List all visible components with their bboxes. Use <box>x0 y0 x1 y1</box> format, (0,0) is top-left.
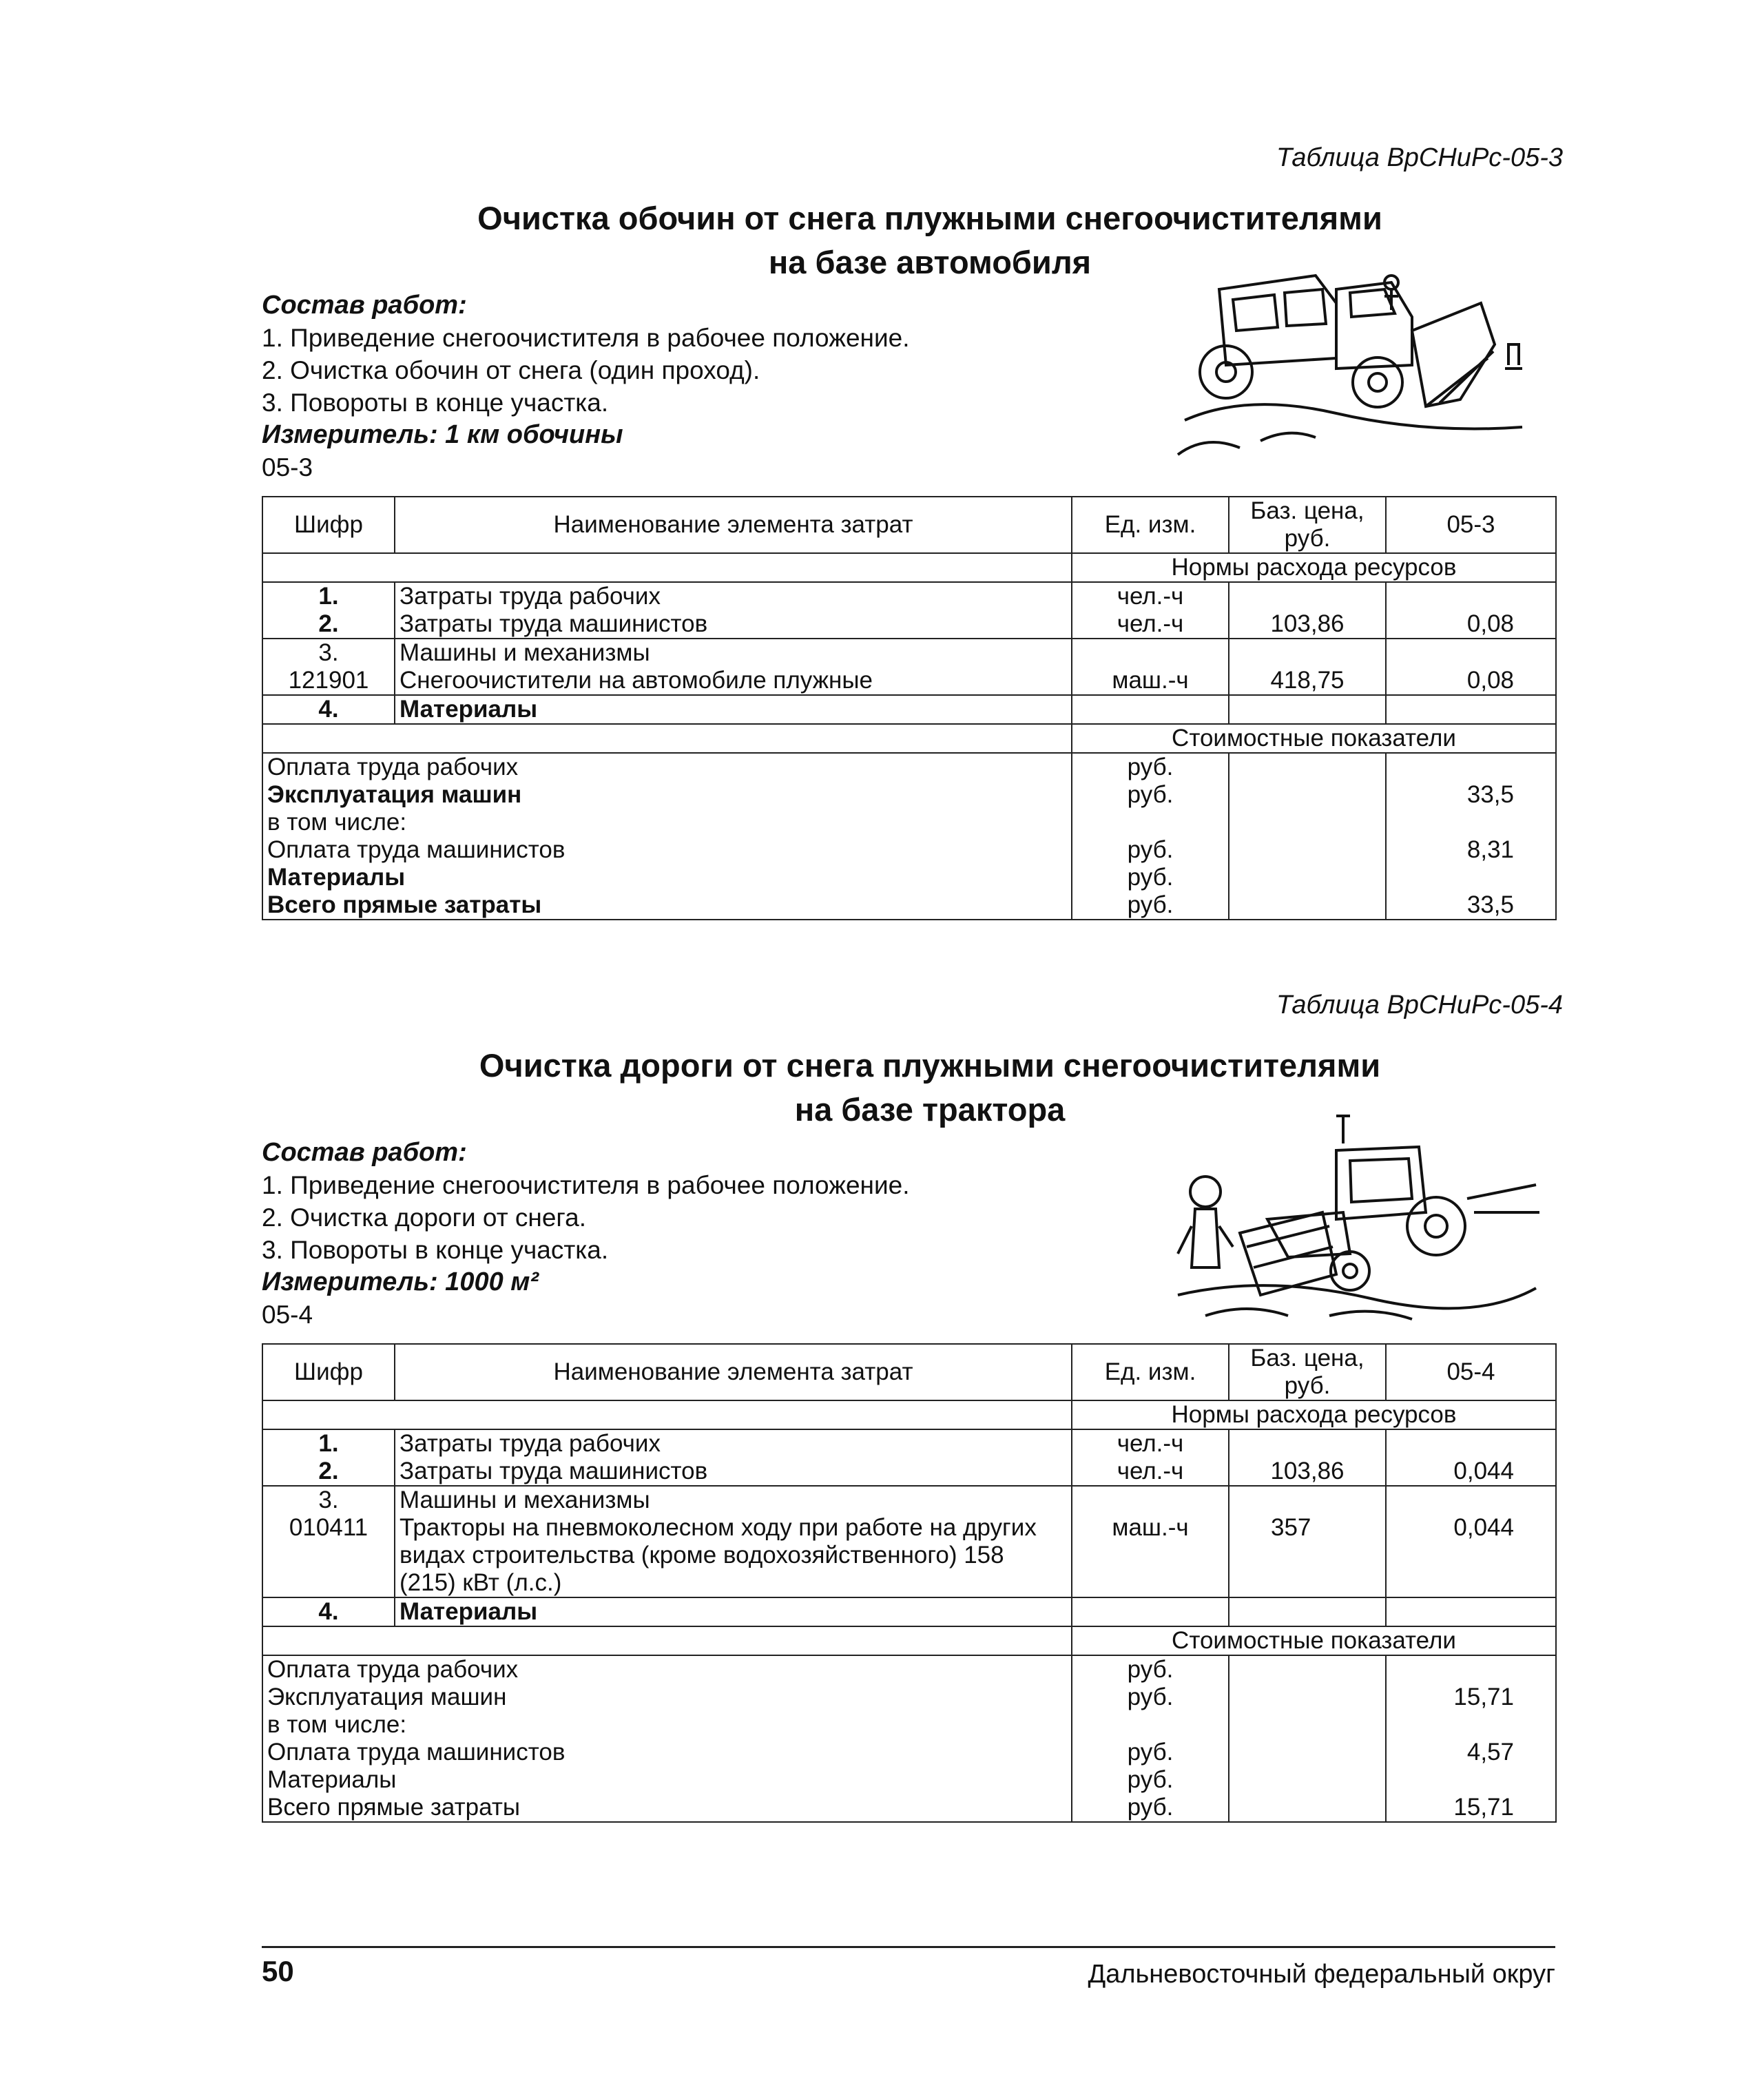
cost-value: 33,5 <box>1386 781 1556 809</box>
row-price <box>1229 1597 1386 1626</box>
table-row <box>262 1486 1556 1597</box>
composition-item-2: 2. Очистка обочин от снега (один проход). <box>262 356 760 384</box>
cost-value <box>1386 809 1556 836</box>
cost-header-row <box>262 724 1556 753</box>
row-unit <box>1072 695 1229 724</box>
cost-name: Всего прямые затраты <box>262 1794 1072 1822</box>
cost-row <box>262 753 1556 781</box>
row-price: 418,75 <box>1229 639 1386 695</box>
cost-unit <box>1072 809 1229 836</box>
cost-unit: руб. <box>1072 1739 1229 1766</box>
header-unit: Ед. изм. <box>1072 1344 1229 1400</box>
norms-header-row <box>262 1400 1556 1429</box>
row-num: 4. <box>262 695 395 724</box>
row-value: 0,08 <box>1386 610 1556 639</box>
cost-unit: руб. <box>1072 1684 1229 1711</box>
cost-value: 15,71 <box>1386 1794 1556 1822</box>
composition-item-1: 1. Приведение снегоочистителя в рабочее положение. <box>262 324 910 352</box>
snowplow-truck-illustration <box>1164 262 1550 482</box>
row-value: 0,08 <box>1386 639 1556 695</box>
table-row <box>262 695 1556 724</box>
cost-row <box>262 1739 1556 1766</box>
composition-item-2: 2. Очистка дороги от снега. <box>262 1203 586 1232</box>
composition-item-3: 3. Повороты в конце участка. <box>262 389 609 417</box>
header-price: Баз. цена, руб. <box>1229 1344 1386 1400</box>
row-unit: чел.-ч <box>1072 1458 1229 1486</box>
table-header-row <box>262 1344 1556 1400</box>
row-value <box>1386 1429 1556 1458</box>
cost-value: 15,71 <box>1386 1684 1556 1711</box>
row-price <box>1229 695 1386 724</box>
table-row <box>262 582 1556 610</box>
row-name: Материалы <box>395 695 1072 724</box>
row-num: 2. <box>262 610 395 639</box>
composition-item-1: 1. Приведение снегоочистителя в рабочее положение. <box>262 1171 910 1199</box>
composition-header: Состав работ: <box>262 291 467 320</box>
norms-header: Нормы расхода ресурсов <box>1072 553 1556 582</box>
cost-unit: руб. <box>1072 753 1229 781</box>
row-price <box>1229 582 1386 610</box>
header-price: Баз. цена, руб. <box>1229 497 1386 553</box>
row-name: Машины и механизмы <box>400 639 650 666</box>
measure-unit: Измеритель: 1 км обочины <box>262 420 623 449</box>
table-row <box>262 610 1556 639</box>
cost-unit: руб. <box>1072 1655 1229 1684</box>
page-number: 50 <box>262 1955 294 1987</box>
row-unit: маш.-ч <box>1072 639 1229 695</box>
resource-norms-table <box>262 1343 1557 1823</box>
row-cipher: 121901 <box>288 667 369 694</box>
row-unit: чел.-ч <box>1072 610 1229 639</box>
cost-value <box>1386 1711 1556 1739</box>
row-value <box>1386 1597 1556 1626</box>
row-name: Затраты труда машинистов <box>395 1458 1072 1486</box>
composition-item-3: 3. Повороты в конце участка. <box>262 1236 609 1264</box>
resource-norms-table <box>262 496 1557 920</box>
row-num-cipher <box>262 639 395 695</box>
cost-unit: руб. <box>1072 1766 1229 1794</box>
cost-name: Материалы <box>262 1766 1072 1794</box>
row-price: 103,86 <box>1229 1458 1386 1486</box>
row-cipher: 010411 <box>289 1514 369 1541</box>
cost-value: 4,57 <box>1386 1739 1556 1766</box>
cost-header: Стоимостные показатели <box>1072 1626 1556 1655</box>
title-line-1: Очистка обочин от снега плужными снегоочистителями <box>477 200 1382 236</box>
row-num: 1. <box>262 582 395 610</box>
cost-unit: руб. <box>1072 836 1229 864</box>
row-name: Затраты труда рабочих <box>395 1429 1072 1458</box>
header-unit: Ед. изм. <box>1072 497 1229 553</box>
measure-unit: Измеритель: 1000 м² <box>262 1267 539 1296</box>
header-cipher: Шифр <box>262 1344 395 1400</box>
norms-header-row <box>262 553 1556 582</box>
header-code: 05-3 <box>1386 497 1556 553</box>
row-name-cell <box>395 1486 1072 1597</box>
row-num-cipher <box>262 1486 395 1597</box>
cost-name: Оплата труда машинистов <box>262 1739 1072 1766</box>
cost-value <box>1386 1655 1556 1684</box>
cost-name: Оплата труда машинистов <box>262 836 1072 864</box>
row-name: Затраты труда рабочих <box>395 582 1072 610</box>
table-row <box>262 639 1556 695</box>
cost-unit <box>1072 1711 1229 1739</box>
header-cipher: Шифр <box>262 497 395 553</box>
work-composition <box>262 1137 910 1331</box>
row-num: 3. <box>318 639 339 666</box>
row-value: 0,044 <box>1386 1486 1556 1597</box>
cost-name: в том числе: <box>262 1711 1072 1739</box>
work-composition <box>262 289 910 484</box>
cost-header: Стоимостные показатели <box>1072 724 1556 753</box>
row-value <box>1386 582 1556 610</box>
row-unit: маш.-ч <box>1072 1486 1229 1597</box>
cost-value: 33,5 <box>1386 891 1556 920</box>
cost-row <box>262 1766 1556 1794</box>
row-unit: чел.-ч <box>1072 1429 1229 1458</box>
table-code: Таблица ВрСНиРс-05-4 <box>1276 991 1563 1019</box>
row-value <box>1386 695 1556 724</box>
row-unit <box>1072 1597 1229 1626</box>
cost-row <box>262 1711 1556 1739</box>
header-code: 05-4 <box>1386 1344 1556 1400</box>
row-name: Материалы <box>395 1597 1072 1626</box>
norms-header: Нормы расхода ресурсов <box>1072 1400 1556 1429</box>
composition-header: Состав работ: <box>262 1138 467 1167</box>
cost-name: в том числе: <box>262 809 1072 836</box>
row-num: 4. <box>262 1597 395 1626</box>
row-num: 2. <box>262 1458 395 1486</box>
district-name: Дальневосточный федеральный округ <box>1088 1960 1555 1989</box>
cost-unit: руб. <box>1072 1794 1229 1822</box>
cost-unit: руб. <box>1072 891 1229 920</box>
cost-name: Оплата труда рабочих <box>262 1655 1072 1684</box>
cost-name: Оплата труда рабочих <box>262 753 1072 781</box>
title-line-2: на базе трактора <box>794 1091 1066 1128</box>
row-num: 3. <box>318 1487 339 1513</box>
cost-name: Эксплуатация машин <box>262 781 1072 809</box>
row-num: 1. <box>262 1429 395 1458</box>
row-name: Затраты труда машинистов <box>395 610 1072 639</box>
header-name: Наименование элемента затрат <box>395 497 1072 553</box>
norm-code: 05-4 <box>262 1301 313 1329</box>
row-name: Машины и механизмы <box>400 1487 650 1513</box>
cost-value: 8,31 <box>1386 836 1556 864</box>
cost-row <box>262 1794 1556 1822</box>
cost-row <box>262 809 1556 836</box>
snowplow-tractor-illustration <box>1164 1109 1550 1329</box>
table-row <box>262 1429 1556 1458</box>
footer-divider <box>262 1946 1555 1948</box>
row-price: 103,86 <box>1229 610 1386 639</box>
title-line-1: Очистка дороги от снега плужными снегоочистителями <box>479 1047 1381 1084</box>
row-subname: Тракторы на пневмоколесном ходу при работе на других видах строительства (кроме водохозяйственного) 158 (215) кВт (л.с.) <box>400 1514 1037 1596</box>
table-header-row <box>262 497 1556 553</box>
cost-value <box>1386 753 1556 781</box>
cost-header-row <box>262 1626 1556 1655</box>
row-price <box>1229 1429 1386 1458</box>
cost-unit: руб. <box>1072 781 1229 809</box>
cost-name: Материалы <box>262 864 1072 891</box>
cost-name: Всего прямые затраты <box>262 891 1072 920</box>
cost-row <box>262 891 1556 920</box>
table-row <box>262 1458 1556 1486</box>
norm-code: 05-3 <box>262 453 313 482</box>
cost-row <box>262 1655 1556 1684</box>
cost-unit: руб. <box>1072 864 1229 891</box>
cost-row <box>262 864 1556 891</box>
header-name: Наименование элемента затрат <box>395 1344 1072 1400</box>
row-name-cell <box>395 639 1072 695</box>
table-code: Таблица ВрСНиРс-05-3 <box>1276 143 1563 172</box>
title-line-2: на базе автомобиля <box>768 244 1092 280</box>
row-subname: Снегоочистители на автомобиле плужные <box>400 667 873 694</box>
cost-value <box>1386 1766 1556 1794</box>
cost-row <box>262 1684 1556 1711</box>
cost-name: Эксплуатация машин <box>262 1684 1072 1711</box>
cost-row <box>262 781 1556 809</box>
row-value: 0,044 <box>1386 1458 1556 1486</box>
row-price: 357 <box>1229 1486 1386 1597</box>
cost-row <box>262 836 1556 864</box>
table-row <box>262 1597 1556 1626</box>
row-unit: чел.-ч <box>1072 582 1229 610</box>
cost-value <box>1386 864 1556 891</box>
